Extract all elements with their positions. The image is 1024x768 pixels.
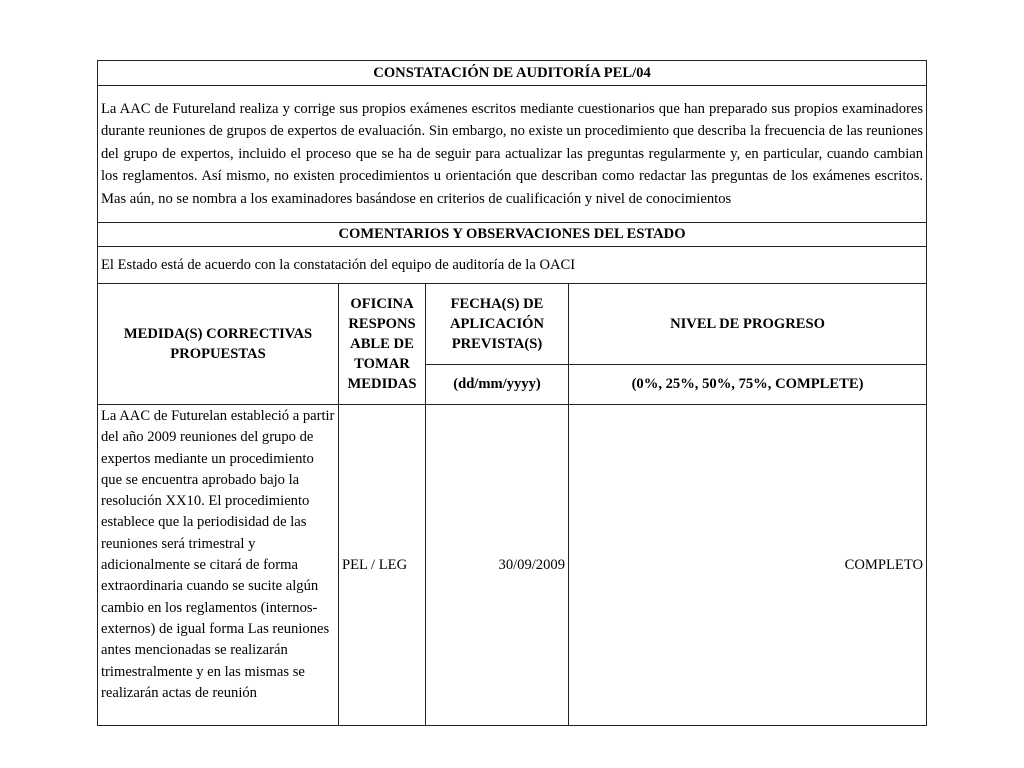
- progress-column-header: NIVEL DE PROGRESO: [569, 284, 927, 365]
- finding-text: La AAC de Futureland realiza y corrige sus propios exámenes escritos mediante cuestionarios que han preparado sus propios examinadores durante reuniones de grupos de expertos de evaluación. Sin embargo, no existe un procedimiento que describa la frecuencia de las reuniones del grupo de expertos, incluido el proceso que se ha de seguir para actualizar las preguntas regularmente y, en particular, cuando cambian los reglamentos. Así mismo, no existen procedimientos u orientación que describan como redactar las preguntas de los exámenes escritos. Mas aún, no se nombra a los examinadores basándose en criterios de cualificación y nivel de conocimientos: [98, 86, 927, 223]
- state-comments-title-row: [98, 223, 927, 247]
- audit-finding-table: [97, 60, 927, 726]
- dates-column-header: FECHA(S) DE APLICACIÓN PREVISTA(S): [426, 284, 569, 365]
- measure-row: [98, 405, 927, 726]
- state-comments-text: El Estado está de acuerdo con la constatación del equipo de auditoría de la OACI: [98, 247, 927, 284]
- measure-text: La AAC de Futurelan estableció a partir del año 2009 reuniones del grupo de expertos mediante un procedimiento que se encuentra aprobado bajo la resolución XX10. El procedimiento establece que la periodisidad de las reuniones será trimestral y adicionalmente se citará de forma extraordinaria cuando se sucite algún cambio en los reglamentos (internos- externos) de igual forma Las reuniones antes mencionadas se realizarán trimestralmente y en las mismas se realizarán actas de reunión: [98, 405, 339, 726]
- office-value: PEL / LEG: [339, 405, 426, 726]
- finding-text-row: [98, 86, 927, 223]
- date-value: 30/09/2009: [426, 405, 569, 726]
- progress-options-label: (0%, 25%, 50%, 75%, COMPLETE): [569, 365, 927, 405]
- state-comments-text-row: [98, 247, 927, 284]
- column-header-row: [98, 284, 927, 365]
- progress-value: COMPLETO: [569, 405, 927, 726]
- finding-title: CONSTATACIÓN DE AUDITORÍA PEL/04: [98, 61, 927, 86]
- measures-column-header: MEDIDA(S) CORRECTIVAS PROPUESTAS: [98, 284, 339, 405]
- state-comments-title: COMENTARIOS Y OBSERVACIONES DEL ESTADO: [98, 223, 927, 247]
- finding-title-row: [98, 61, 927, 86]
- office-column-header: OFICINA RESPONS ABLE DE TOMAR MEDIDAS: [339, 284, 426, 405]
- dates-format-label: (dd/mm/yyyy): [426, 365, 569, 405]
